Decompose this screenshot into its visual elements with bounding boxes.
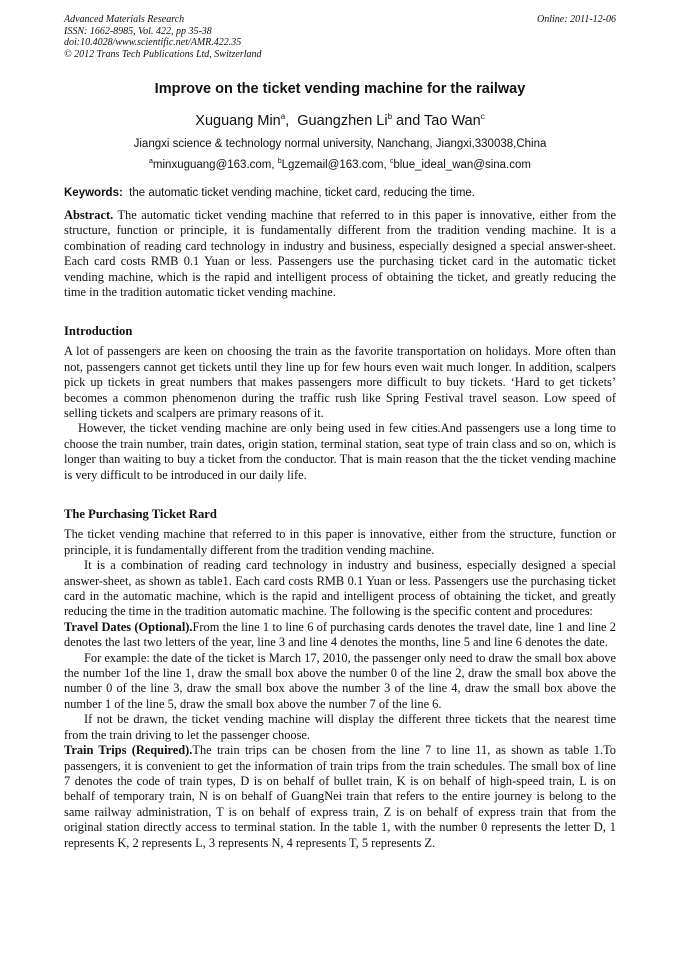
paragraph: However, the ticket vending machine are only being used in few cities.And passengers use a long time to choose the train number, train dates, origin station, terminal station, seat type of train class and so on, which is longer than waiting to buy a ticket from the conductor. That is main reason that the the ticket vending machine is very difficult to be introduced in our daily life. [64,421,616,482]
paragraph [64,743,616,851]
author-separator: and [392,112,425,129]
email-superscript: b [277,158,282,165]
keywords-label: Keywords: [64,187,123,199]
author-name: Tao Wan [424,112,481,129]
introduction-section [64,324,616,483]
author-name: Xuguang Min [195,112,281,129]
paragraph-text: From the line 1 to line 6 of purchasing cards denotes the travel date, line 1 and line 2 denotes the last two letters of the year, line 3 and line 4 denotes the months, line 5 and line 6 denotes the date. [64,619,616,650]
paragraph-label: Train Trips (Required). [64,743,193,758]
email-list [64,158,616,171]
author-list [64,112,616,129]
copyright-line: © 2012 Trans Tech Publications Ltd, Switzerland [64,48,262,60]
abstract-label: Abstract. [64,208,114,222]
paper-title: Improve on the ticket vending machine for the railway [154,81,526,97]
paragraph-label: Travel Dates (Optional). [64,619,193,634]
keywords [64,187,616,199]
author-superscript: c [480,112,485,121]
author-superscript: b [387,112,393,121]
online-date: Online: 2011-12-06 [537,14,616,25]
page-header [64,14,616,60]
issn-line: ISSN: 1662-8985, Vol. 422, pp 35-38 [64,25,212,37]
affiliation: Jiangxi science & technology normal university, Nanchang, Jiangxi,330038,China [133,138,547,150]
section-heading: The Purchasing Ticket Rard [64,507,217,521]
doi-line: doi:10.4028/www.scientific.net/AMR.422.35 [64,37,242,48]
paragraph: The ticket vending machine that referred to in this paper is innovative, either from the structure, function or principle, it is fundamentally different from the tradition vending machine. [64,527,616,557]
section-heading: Introduction [64,324,133,338]
abstract [64,208,616,300]
abstract-text: The automatic ticket vending machine that referred to in this paper is innovative, either from the structure, function or principle, it is fundamentally different from the tradition vending machine. It is a combination of reading card technology in industry and business, especially designed a special answer-sheet. Each card costs RMB 0.1 Yuan or less. Passengers use the purchasing ticket card in the automatic ticket vending machine, which is the rapid and intelligent process of obtaining the ticket, and greatly reducing the time in the tradition automatic ticket vending machine. [64,208,616,300]
paragraph: A lot of passengers are keen on choosing the train as the favorite transportation on holidays. More often than not, passengers cannot get tickets until they line up for few hours even wait much longer. In addition, scalpers pick up tickets in great numbers that makes passengers more difficult to buy tickets. ‘Hard to get tickets’ becomes a common phenomenon during the traffic rush like Spring Festival travel season. Low speed of selling tickets and scalpers are primary reasons of it. [64,344,616,421]
paragraph [64,620,616,651]
author-superscript: a [280,112,286,121]
purchasing-section [64,507,616,851]
email-superscript: a [149,158,153,165]
paragraph: It is a combination of reading card technology in industry and business, especially designed a special answer-sheet, as shown as table1. Each card costs RMB 0.1 Yuan or less. Passengers use the purchasing ticket card in the automatic machine, which is the rapid and intelligent process of obtaining the ticket, and greatly reducing the time in the tradition automatic machine. The following is the specific content and procedures: [64,558,616,619]
author-name: Guangzhen Li [297,112,388,129]
email-address: minxuguang@163.com, [152,158,278,171]
email-address: blue_ideal_wan@sina.com [393,158,531,171]
journal-name: Advanced Materials Research [64,14,185,25]
paragraph-text: The train trips can be chosen from the line 7 to line 11, as shown as table 1.To passengers, it is convenient to get the information of train trips from the train schedules. The small box of line 7 denotes the code of train types, D is on behalf of bullet train, K is on behalf of high-speed train, L is on behalf of temporary train, N is on behalf of GuangNei train that refers to the entire journey is belong to the same railway administration, T is on behalf of express train, Z is on behalf of express train that from the original station directly access to terminal station. In the table 1, with the number 0 represents the letter D, 1 represents K, 2 represents L, 3 represents N, 4 represents T, 5 represents Z. [64,743,616,850]
keywords-text: the automatic ticket vending machine, ticket card, reducing the time. [122,187,476,199]
email-superscript: c [389,158,394,165]
paragraph: If not be drawn, the ticket vending machine will display the different three tickets that the nearest time from the train driving to let the passenger choose. [64,712,616,742]
email-address: Lgzemail@163.com, [281,158,390,171]
author-separator: , [285,112,298,129]
paragraph: For example: the date of the ticket is March 17, 2010, the passenger only need to draw the small box above the number 1of the line 1, draw the small box above the number 0 of the line 2, draw the small box above the number 0 of the line 3, draw the small box above the number 3 of the line 4, draw the small box above the number 1 of the line 5, draw the small box above the number 7 of the line 6. [64,650,616,711]
